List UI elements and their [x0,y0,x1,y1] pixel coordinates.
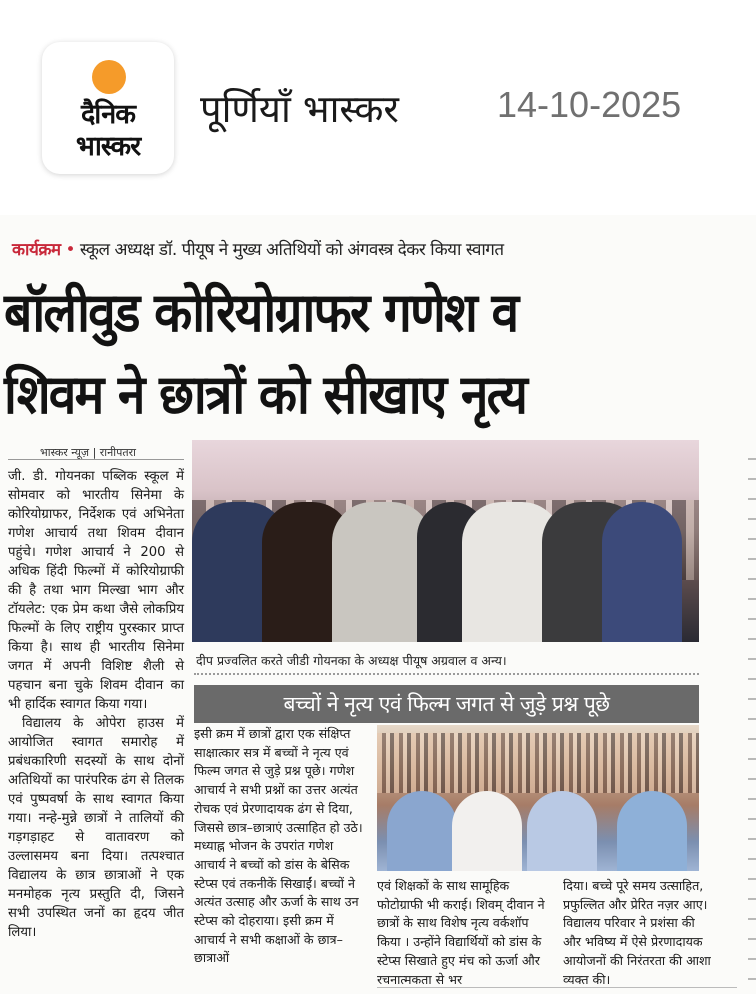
lamp-lighting-photo [192,440,699,642]
page-header [0,0,756,215]
right-column-2: दिया। बच्चे पूरे समय उत्साहित, प्रफुल्लित और प्रेरित नज़र आए। विद्यालय परिवार ने प्रशंसा की और भविष्य में ऐसे प्रेरणादायक आयोजनों की निरंतरता की आशा व्यक्त की। [563,878,711,987]
paragraph: विद्यालय के ओपेरा हाउस में आयोजित स्वागत समारोह में प्रबंधकारिणी सदस्यों के साथ दोनों अतिथियों का पारंपरिक ढंग से तिलक एवं पुष्पवर्षा के साथ स्वागत किया गया। नन्हे-मुन्ने छात्रों ने तालियों की गड़गड़ाहट से वातावरण को उल्लासमय बना दिया। तत्पश्चात विद्यालय के छात्र छात्राओं ने एक मनमोहक नृत्य प्रस्तुति दी, जिसने सभी उपस्थित जनों का हृदय जीत लिया। [8,716,184,940]
left-column [8,467,184,942]
bottom-divider [377,987,737,988]
headline-line-1: बॉलीवुड कोरियोग्राफर गणेश व [4,281,518,344]
right-column-1: एवं शिक्षकों के साथ सामूहिक फोटोग्राफी भी कराई। शिवम् दीवान ने छात्रों के साथ विशेष नृत्य वर्कशॉप किया । उन्होंने विद्यार्थियों को डांस के स्टेप्स सिखाते हुए मंच को ऊर्जा और रचनात्मकता से भर [377,878,545,987]
adjacent-column-edge [748,440,756,990]
photo-figure [452,791,522,871]
subheading-banner: बच्चों ने नृत्य एवं फिल्म जगत से जुड़े प्रश्न पूछे [194,685,699,723]
kicker-tag: कार्यक्रम [12,240,61,260]
edition-title: पूर्णियाँ भास्कर [200,87,399,131]
paragraph: जी. डी. गोयनका पब्लिक स्कूल में सोमवार को भारतीय सिनेमा के कोरियोग्राफर, निर्देशक एवं अभिनेता गणेश आचार्य तथा शिवम दीवान पहुंचे। गणेश आचार्य ने 200 से अधिक हिंदी फिल्मों में कोरियोग्राफी की है तथा भाग मिल्खा भाग और टॉयलेट: एक प्रेम कथा जैसे लोकप्रिय फिल्मों के लिए राष्ट्रीय पुरस्कार प्राप्त किया है। साथ ही भारतीय सिनेमा जगत में अपनी विशिष्ट शैली से पहचान बना चुके शिवम दीवान का भी हार्दिक स्वागत किया गया। [8,469,184,712]
headline-line-2: शिवम ने छात्रों को सीखाए नृत्य [4,363,527,426]
dotted-divider [194,673,699,675]
kicker [12,237,504,260]
logo-text-line1: दैनिक [80,99,136,130]
photo-figure [387,791,457,871]
kicker-subtitle: स्कूल अध्यक्ष डॉ. पीयूष ने मुख्य अतिथियों को अंगवस्त्र देकर किया स्वागत [79,240,504,260]
byline-divider [8,459,184,460]
dainik-bhaskar-logo [42,42,174,174]
logo-text-line2: भास्कर [75,131,141,162]
sun-logo-icon [92,60,126,94]
byline: भास्कर न्यूज़ | रानीपतरा [40,446,136,459]
edition-date: 14-10-2025 [497,84,682,125]
photo-raised-hands [377,733,699,793]
photo-caption: दीप प्रज्वलित करते जीडी गोयनका के अध्यक्ष पीयूष अग्रवाल व अन्य। [196,653,507,668]
news-clipping [0,215,756,994]
photo-figure [602,502,682,642]
kicker-separator: • [65,240,75,260]
middle-column: इसी क्रम में छात्रों द्वारा एक संक्षिप्त साक्षात्कार सत्र में बच्चों ने नृत्य एवं फिल्म जगत से जुड़े प्रश्न पूछे। गणेश आचार्य ने सभी प्रश्नों का उत्तर अत्यंत रोचक एवं प्रेरणादायक ढंग से दिया, जिससे छात्र–छात्राएं उत्साहित हो उठे। मध्याह्न भोजन के उपरांत गणेश आचार्य ने बच्चों को डांस के बेसिक स्टेप्स एवं तकनीकें सिखाईं। बच्चों ने अत्यंत उत्साह और ऊर्जा के साथ उन स्टेप्स को दोहराया। इसी क्रम में आचार्य ने सभी कक्षाओं के छात्र–छात्राओं [194,726,363,966]
photo-figure [617,791,687,871]
students-photo [377,725,699,871]
photo-figure [527,791,597,871]
